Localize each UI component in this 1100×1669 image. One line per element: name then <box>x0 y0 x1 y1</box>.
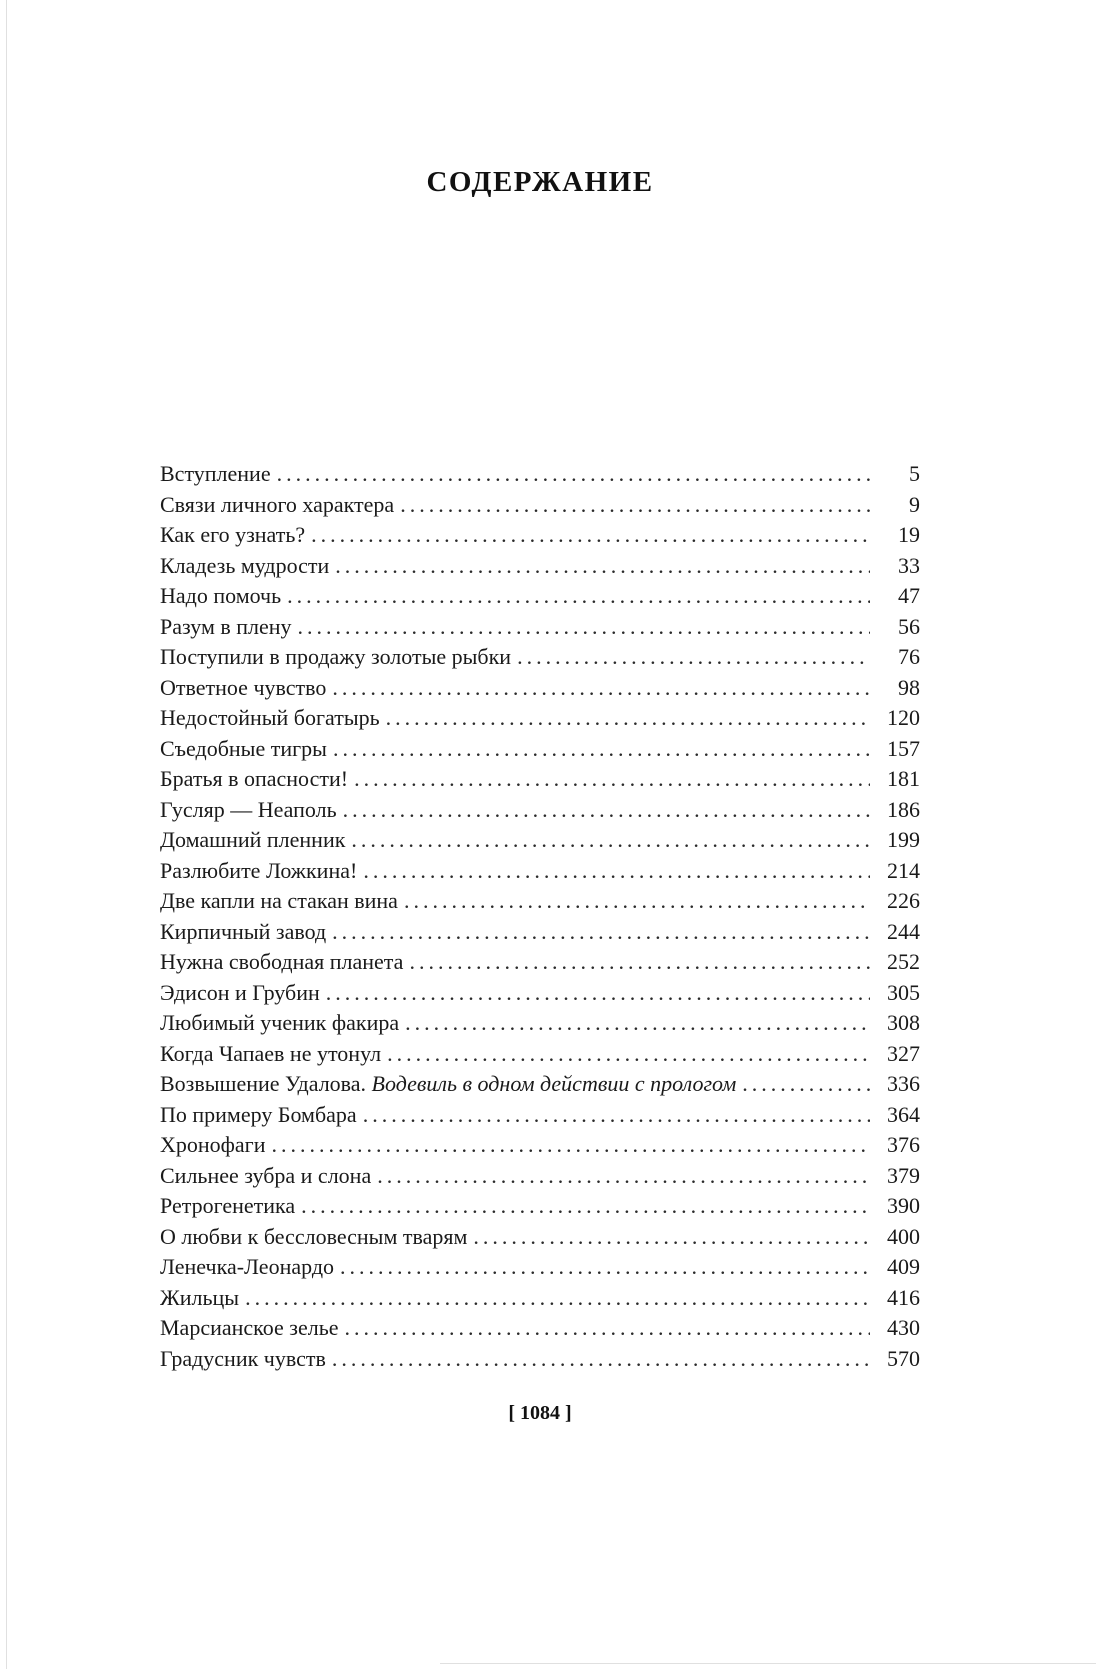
toc-entry-page-number: 120 <box>887 705 920 730</box>
toc-entry-title-text: Две капли на стакан вина <box>160 888 398 913</box>
toc-entry-page-number: 390 <box>887 1193 920 1218</box>
toc-entry-title <box>160 675 326 701</box>
dot-leader <box>351 827 870 853</box>
toc-entry-title <box>160 644 511 670</box>
toc-entry-page-number: 416 <box>887 1284 920 1310</box>
toc-entry-title <box>160 492 394 518</box>
toc-entry <box>160 1224 920 1255</box>
toc-entry-title-text: Марсианское зелье <box>160 1315 339 1340</box>
toc-entry-page-number: 409 <box>887 1254 920 1279</box>
dot-leader <box>245 1285 870 1311</box>
dot-leader <box>363 858 870 884</box>
toc-entry <box>160 858 920 889</box>
toc-entry-page-number: 379 <box>887 1162 920 1188</box>
toc-entry-page-number: 376 <box>887 1132 920 1157</box>
toc-entry <box>160 980 920 1011</box>
toc-entry-page-number: 76 <box>898 644 920 669</box>
toc-entry-title-text: Ленечка-Леонардо <box>160 1254 335 1279</box>
toc-entry-title <box>160 1010 399 1036</box>
toc-entry-page-number: 47 <box>898 583 920 608</box>
toc-entry-title-text: Недостойный богатырь <box>160 705 380 730</box>
toc-entry <box>160 1041 920 1072</box>
toc-entry-title <box>160 1285 239 1311</box>
dot-leader <box>298 614 870 640</box>
dot-leader <box>326 980 870 1006</box>
toc-entry-title-text: Поступили в продажу золотые рыбки <box>160 644 512 669</box>
toc-entry <box>160 1346 920 1377</box>
dot-leader <box>287 583 870 609</box>
toc-entry <box>160 1071 920 1102</box>
toc-entry-title <box>160 766 348 792</box>
toc-entry-title-text: Нужна свободная планета <box>160 949 404 974</box>
toc-entry <box>160 919 920 950</box>
toc-entry-page-number: 226 <box>887 888 920 913</box>
toc-entry <box>160 1285 920 1316</box>
dot-leader <box>332 919 870 945</box>
toc-entry <box>160 827 920 858</box>
dot-leader <box>332 675 870 701</box>
toc-entry-title-text: Любимый ученик факира <box>160 1010 400 1035</box>
toc-entry-title <box>160 614 292 640</box>
toc-entry-page-number: 570 <box>887 1345 920 1371</box>
toc-entry-title-text: Связи личного характера <box>160 491 395 517</box>
dot-leader <box>271 1132 870 1158</box>
dot-leader <box>517 644 870 670</box>
toc-entry-page-number: 56 <box>898 613 920 639</box>
toc-entry <box>160 675 920 706</box>
toc-entry-page-number: 252 <box>887 949 920 974</box>
toc-entry-title <box>160 1193 295 1219</box>
toc-entry-page-number: 364 <box>887 1101 920 1127</box>
toc-entry-title <box>160 949 403 975</box>
dot-leader <box>354 766 870 792</box>
toc-entry-page-number: 199 <box>887 827 920 852</box>
toc-entry-page-number: 327 <box>887 1040 920 1066</box>
toc-entry <box>160 1193 920 1224</box>
toc-entry-title <box>160 461 271 487</box>
toc-entry <box>160 1010 920 1041</box>
dot-leader <box>409 949 870 975</box>
dot-leader <box>333 736 870 762</box>
toc-entry <box>160 553 920 584</box>
toc-entry-title-text: Сильнее зубра и слона <box>160 1162 372 1188</box>
toc-entry <box>160 1163 920 1194</box>
dot-leader <box>343 797 870 823</box>
toc-entry-title-text: Жильцы <box>160 1284 240 1310</box>
toc-entry-page-number: 186 <box>887 796 920 822</box>
dot-leader <box>387 1041 870 1067</box>
toc-entry-title <box>160 980 320 1006</box>
page-edge-bottom <box>440 1663 1096 1664</box>
toc-entry-title <box>160 1224 467 1250</box>
toc-entry <box>160 1132 920 1163</box>
toc-entry-title <box>160 705 380 731</box>
toc-entry-title-text: Вступление <box>160 461 271 486</box>
page-edge-left <box>6 0 7 1669</box>
toc-entry-title-text: Ответное чувство <box>160 674 327 700</box>
toc-entry-title <box>160 1315 339 1341</box>
page-title: СОДЕРЖАНИЕ <box>426 166 654 198</box>
toc-entry <box>160 492 920 523</box>
toc-entry <box>160 736 920 767</box>
dot-leader <box>400 492 870 518</box>
toc-entry-title-text: Когда Чапаев не утонул <box>160 1040 382 1066</box>
toc-entry <box>160 1254 920 1285</box>
toc-entry-title <box>160 1163 371 1189</box>
toc-entry-title <box>160 583 281 609</box>
toc-entry-title-text: Хронофаги <box>160 1132 266 1157</box>
dot-leader <box>340 1254 870 1280</box>
toc-entry-page-number: 157 <box>887 735 920 761</box>
toc-entry-page-number: 308 <box>887 1010 920 1035</box>
toc-entry-title-text: Разум в плену <box>160 613 292 639</box>
toc-entry-title <box>160 797 337 823</box>
toc-entry-title-text: Возвышение Удалова. <box>160 1071 372 1096</box>
toc-entry-title <box>160 1132 265 1158</box>
toc-entry-title-text: По примеру Бомбара <box>160 1101 357 1127</box>
dot-leader <box>377 1163 870 1189</box>
toc-entry-title-text: Как его узнать? <box>160 522 306 547</box>
toc-entry-page-number: 430 <box>887 1315 920 1340</box>
toc-entry-title-text: Гусляр — Неаполь <box>160 796 337 822</box>
dot-leader <box>332 1346 870 1372</box>
toc-entry <box>160 614 920 645</box>
toc-entry-subtitle-italic: Водевиль в одном действии с прологом <box>371 1071 737 1096</box>
toc-entry-title-text: О любви к бессловесным тварям <box>160 1223 468 1249</box>
dot-leader <box>386 705 870 731</box>
toc-entry-title-text: Ретрогенетика <box>160 1193 296 1218</box>
dot-leader <box>345 1315 870 1341</box>
toc-entry-page-number: 98 <box>898 674 920 700</box>
dot-leader <box>473 1224 870 1250</box>
toc-entry <box>160 705 920 736</box>
toc-entry-title-text: Градусник чувств <box>160 1345 326 1371</box>
toc-entry <box>160 1315 920 1346</box>
dot-leader <box>404 888 870 914</box>
toc-entry-title-text: Кирпичный завод <box>160 918 327 944</box>
toc-entry <box>160 1102 920 1133</box>
toc-entry-title <box>160 1041 381 1067</box>
toc-entry-title-text: Кладезь мудрости <box>160 552 330 578</box>
toc-entry-page-number: 305 <box>887 979 920 1005</box>
toc-entry-title <box>160 827 345 853</box>
toc-entry <box>160 766 920 797</box>
toc-entry-title-text: Разлюбите Ложкина! <box>160 857 358 883</box>
toc-entry-title-text: Съедобные тигры <box>160 735 327 761</box>
toc-entry <box>160 644 920 675</box>
table-of-contents <box>160 461 920 1376</box>
toc-entry-page-number: 5 <box>909 461 920 486</box>
toc-entry-title-text: Домашний пленник <box>160 827 346 852</box>
toc-entry <box>160 461 920 492</box>
toc-entry-page-number: 33 <box>898 552 920 578</box>
toc-entry-title <box>160 1346 326 1372</box>
toc-entry-title <box>160 1102 357 1128</box>
toc-entry-page-number: 9 <box>909 491 920 517</box>
toc-entry-title <box>160 888 398 914</box>
dot-leader <box>335 553 870 579</box>
toc-entry-title-text: Эдисон и Грубин <box>160 979 320 1005</box>
toc-entry-title <box>160 1254 334 1280</box>
dot-leader <box>301 1193 870 1219</box>
toc-entry <box>160 522 920 553</box>
toc-entry-title <box>160 919 326 945</box>
toc-entry <box>160 797 920 828</box>
toc-entry <box>160 583 920 614</box>
toc-entry-page-number: 181 <box>887 766 920 791</box>
toc-entry-page-number: 244 <box>887 918 920 944</box>
toc-entry-title <box>160 553 329 579</box>
toc-entry-title <box>160 522 305 548</box>
dot-leader <box>277 461 870 487</box>
toc-entry-page-number: 214 <box>887 857 920 883</box>
toc-entry-page-number: 400 <box>887 1223 920 1249</box>
dot-leader <box>363 1102 870 1128</box>
toc-entry <box>160 949 920 980</box>
toc-entry-page-number: 336 <box>887 1071 920 1096</box>
dot-leader <box>311 522 870 548</box>
toc-entry-title <box>160 736 327 762</box>
dot-leader <box>405 1010 870 1036</box>
toc-entry-title-text: Братья в опасности! <box>160 766 349 791</box>
toc-entry-title <box>160 858 357 884</box>
dot-leader <box>742 1071 870 1097</box>
toc-entry-page-number: 19 <box>898 522 920 547</box>
toc-entry <box>160 888 920 919</box>
content-column <box>160 0 920 1425</box>
toc-entry-title <box>160 1071 736 1097</box>
folio-page-number: [ 1084 ] <box>508 1402 572 1424</box>
toc-entry-title-text: Надо помочь <box>160 583 282 608</box>
